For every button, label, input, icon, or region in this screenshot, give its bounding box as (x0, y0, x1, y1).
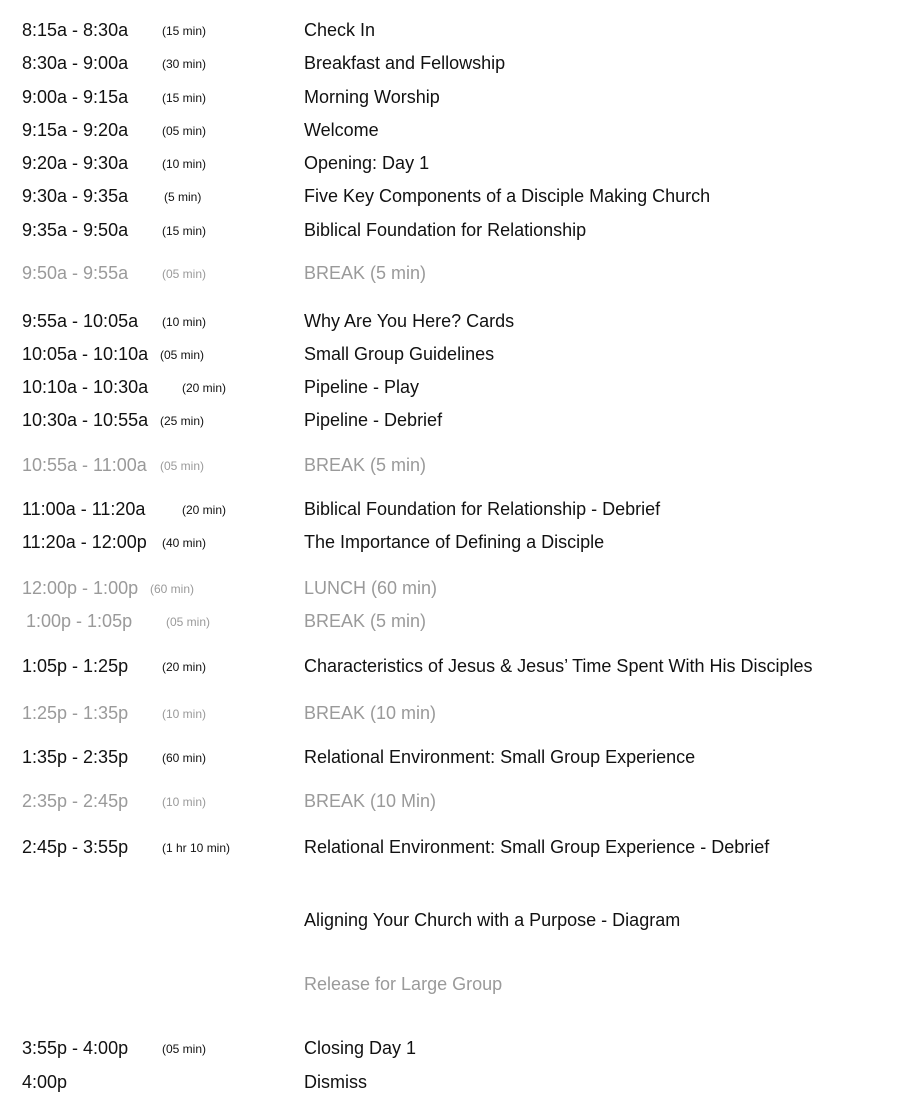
row-time: 9:00a - 9:15a (22, 87, 129, 107)
break-row (0, 604, 924, 638)
row-time: 1:05p - 1:25p (22, 656, 129, 676)
schedule-row (0, 403, 924, 437)
row-duration: (1 hr 10 min) (162, 841, 231, 855)
row-activity: Morning Worship (304, 87, 440, 107)
row-time: 12:00p - 1:00p (22, 578, 139, 598)
row-time: 9:55a - 10:05a (22, 311, 139, 331)
row-duration: (5 min) (164, 190, 202, 204)
row-duration: (05 min) (160, 348, 205, 362)
row-time: 10:30a - 10:55a (22, 410, 149, 430)
row-time: 1:00p - 1:05p (26, 611, 133, 631)
row-activity: Biblical Foundation for Relationship - Debrief (304, 499, 661, 519)
row-duration: (15 min) (162, 91, 207, 105)
row-activity: Biblical Foundation for Relationship (304, 220, 587, 240)
row-duration: (05 min) (166, 615, 211, 629)
schedule-row (0, 903, 924, 937)
row-duration: (25 min) (160, 414, 205, 428)
row-activity: BREAK (5 min) (304, 455, 427, 475)
break-row (0, 784, 924, 818)
row-activity: BREAK (5 min) (304, 611, 427, 631)
row-activity: Characteristics of Jesus & Jesus’ Time Spent With His Disciples (304, 656, 813, 676)
row-duration: (15 min) (162, 224, 207, 238)
break-row (0, 256, 924, 290)
schedule-row (0, 967, 924, 1001)
schedule-row (0, 1065, 924, 1099)
row-time: 10:55a - 11:00a (22, 455, 147, 475)
row-time: 8:30a - 9:00a (22, 53, 129, 73)
row-activity: Relational Environment: Small Group Experience - Debrief (304, 837, 770, 857)
row-time: 11:00a - 11:20a (22, 499, 146, 519)
row-time: 4:00p (22, 1072, 68, 1092)
break-row (0, 696, 924, 730)
row-activity: Five Key Components of a Disciple Making Church (304, 186, 711, 206)
row-activity: LUNCH (60 min) (304, 578, 438, 598)
row-activity: Breakfast and Fellowship (304, 53, 506, 73)
schedule-row (0, 13, 924, 47)
row-duration: (05 min) (162, 267, 207, 281)
row-duration: (10 min) (162, 157, 207, 171)
schedule-row (0, 113, 924, 147)
row-time: 10:10a - 10:30a (22, 377, 149, 397)
schedule-row (0, 525, 924, 559)
schedule-row (0, 830, 924, 864)
row-time: 9:15a - 9:20a (22, 120, 129, 140)
row-activity: Pipeline - Debrief (304, 410, 443, 430)
row-time: 2:35p - 2:45p (22, 791, 129, 811)
row-time: 8:15a - 8:30a (22, 20, 129, 40)
row-time: 3:55p - 4:00p (22, 1038, 129, 1058)
row-duration: (30 min) (162, 57, 207, 71)
row-activity: Relational Environment: Small Group Experience (304, 747, 696, 767)
row-time: 9:50a - 9:55a (22, 263, 129, 283)
schedule-row (0, 213, 924, 247)
row-activity: Check In (304, 20, 376, 40)
row-activity: BREAK (10 min) (304, 703, 437, 723)
row-time: 9:20a - 9:30a (22, 153, 129, 173)
row-duration: (20 min) (182, 503, 227, 517)
schedule-row (0, 304, 924, 338)
schedule-row (0, 492, 924, 526)
row-duration: (60 min) (150, 582, 195, 596)
schedule-row (0, 179, 924, 213)
row-duration: (60 min) (162, 751, 207, 765)
schedule-row (0, 80, 924, 114)
schedule-row (0, 370, 924, 404)
schedule-row (0, 146, 924, 180)
schedule-row (0, 649, 924, 683)
row-activity: Opening: Day 1 (304, 153, 430, 173)
row-activity: Dismiss (304, 1072, 367, 1092)
row-duration: (20 min) (162, 660, 207, 674)
schedule-row (0, 1031, 924, 1065)
row-duration: (05 min) (160, 459, 205, 473)
row-time: 9:30a - 9:35a (22, 186, 129, 206)
row-activity: Closing Day 1 (304, 1038, 417, 1058)
schedule-row (0, 46, 924, 80)
break-row (0, 448, 924, 482)
row-duration: (15 min) (162, 24, 207, 38)
row-activity: Pipeline - Play (304, 377, 420, 397)
row-activity: The Importance of Defining a Disciple (304, 532, 605, 552)
row-activity: Welcome (304, 120, 379, 140)
schedule-row (0, 337, 924, 371)
row-activity: Release for Large Group (304, 974, 503, 994)
row-duration: (10 min) (162, 795, 207, 809)
row-time: 10:05a - 10:10a (22, 344, 149, 364)
row-duration: (40 min) (162, 536, 207, 550)
row-duration: (05 min) (162, 124, 207, 138)
row-duration: (05 min) (162, 1042, 207, 1056)
row-activity: Why Are You Here? Cards (304, 311, 515, 331)
row-duration: (10 min) (162, 315, 207, 329)
schedule-row (0, 740, 924, 774)
row-duration: (10 min) (162, 707, 207, 721)
row-activity: BREAK (5 min) (304, 263, 427, 283)
row-time: 9:35a - 9:50a (22, 220, 129, 240)
lunch-row (0, 571, 924, 605)
row-activity: BREAK (10 Min) (304, 791, 437, 811)
row-time: 11:20a - 12:00p (22, 532, 147, 552)
row-time: 1:25p - 1:35p (22, 703, 129, 723)
row-duration: (20 min) (182, 381, 227, 395)
row-time: 2:45p - 3:55p (22, 837, 129, 857)
row-activity: Aligning Your Church with a Purpose - Diagram (304, 910, 681, 930)
row-activity: Small Group Guidelines (304, 344, 495, 364)
row-time: 1:35p - 2:35p (22, 747, 129, 767)
